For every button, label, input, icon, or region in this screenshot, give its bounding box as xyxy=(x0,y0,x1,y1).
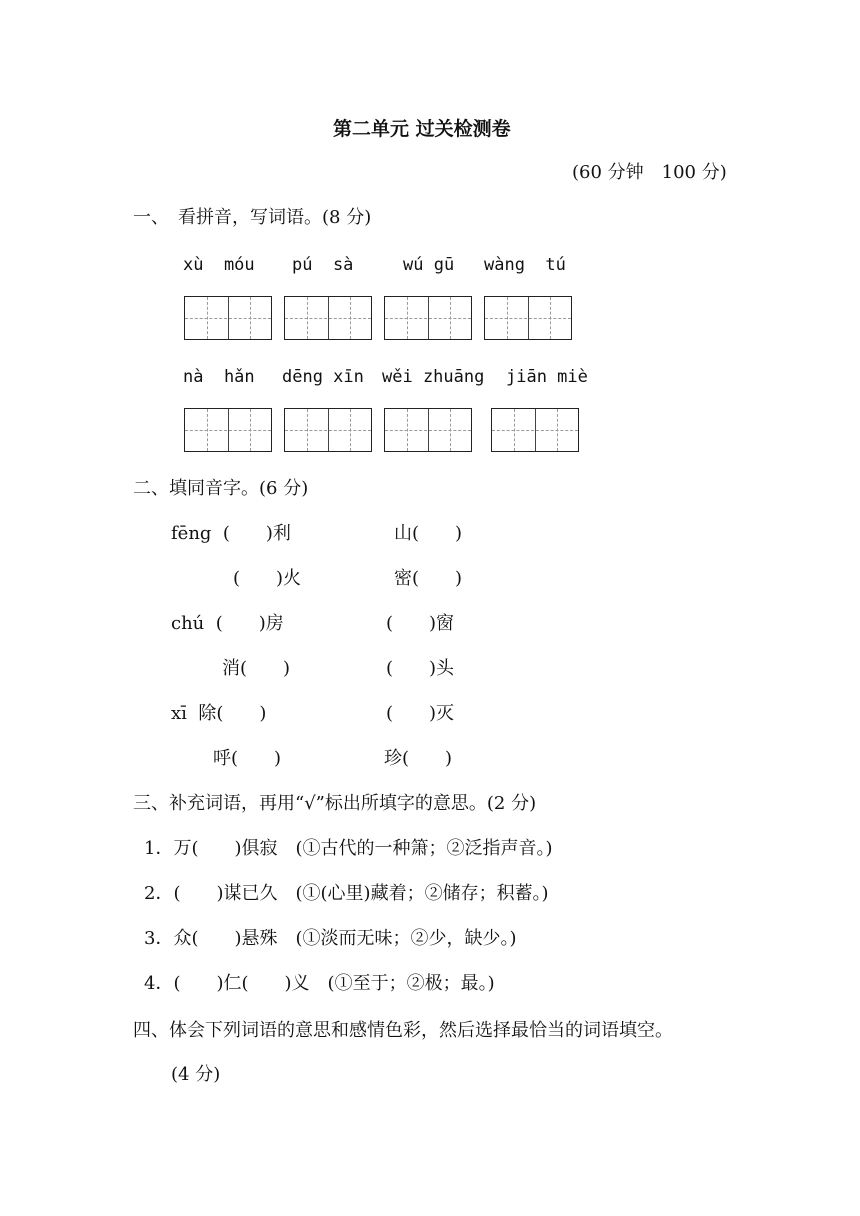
pinyin-6: dēng xīn xyxy=(282,367,364,387)
idiom-item-3[interactable]: 3．众( )悬殊 (①淡而无味；②少，缺少。) xyxy=(144,928,517,949)
pinyin-1: xù móu xyxy=(183,255,255,275)
homophone-right-6[interactable]: 珍( ) xyxy=(384,748,453,769)
homophone-right-1[interactable]: 山( ) xyxy=(394,523,463,544)
writing-grid-6[interactable] xyxy=(284,408,372,452)
homophone-left-5[interactable]: xī 除( ) xyxy=(171,703,267,724)
homophone-right-2[interactable]: 密( ) xyxy=(394,568,463,589)
writing-grid-2[interactable] xyxy=(284,296,372,340)
idiom-item-4[interactable]: 4．( )仁( )义 (①至于；②极；最。) xyxy=(144,973,495,994)
idiom-item-2[interactable]: 2．( )谋已久 (①(心里)藏着；②储存；积蓄。) xyxy=(144,883,549,904)
writing-grid-1[interactable] xyxy=(184,296,272,340)
homophone-left-6[interactable]: 呼( ) xyxy=(213,748,282,769)
homophone-right-5[interactable]: ( )灭 xyxy=(386,703,455,724)
writing-grid-4[interactable] xyxy=(484,296,572,340)
section-2-heading: 二、填同音字。(6 分) xyxy=(133,478,309,499)
homophone-right-4[interactable]: ( )头 xyxy=(386,658,455,679)
homophone-left-3[interactable]: chú ( )房 xyxy=(171,613,284,634)
pinyin-3: wú gū xyxy=(403,255,455,275)
writing-grid-3[interactable] xyxy=(384,296,472,340)
section-4-score: (4 分) xyxy=(171,1064,221,1085)
pinyin-5: nà hǎn xyxy=(183,367,255,387)
homophone-left-2[interactable]: ( )火 xyxy=(233,568,302,589)
time-score: (60 分钟 100 分) xyxy=(572,162,727,183)
section-1-heading: 一、 看拼音，写词语。(8 分) xyxy=(133,207,372,228)
pinyin-7: wěi zhuāng xyxy=(382,367,485,387)
writing-grid-5[interactable] xyxy=(184,408,272,452)
writing-grid-8[interactable] xyxy=(491,408,579,452)
writing-grid-7[interactable] xyxy=(384,408,472,452)
pinyin-8: jiān miè xyxy=(506,367,588,387)
page-title: 第二单元 过关检测卷 xyxy=(333,118,511,140)
pinyin-2: pú sà xyxy=(292,255,354,275)
homophone-left-4[interactable]: 消( ) xyxy=(222,658,291,679)
idiom-item-1[interactable]: 1．万( )俱寂 (①古代的一种箫；②泛指声音。) xyxy=(144,838,553,859)
homophone-right-3[interactable]: ( )窗 xyxy=(386,613,455,634)
pinyin-4: wàng tú xyxy=(484,255,566,275)
section-4-heading: 四、体会下列词语的意思和感情色彩，然后选择最恰当的词语填空。 xyxy=(133,1020,673,1041)
homophone-left-1[interactable]: fēng ( )利 xyxy=(171,523,291,544)
section-3-heading: 三、补充词语，再用“√”标出所填字的意思。(2 分) xyxy=(133,793,537,814)
